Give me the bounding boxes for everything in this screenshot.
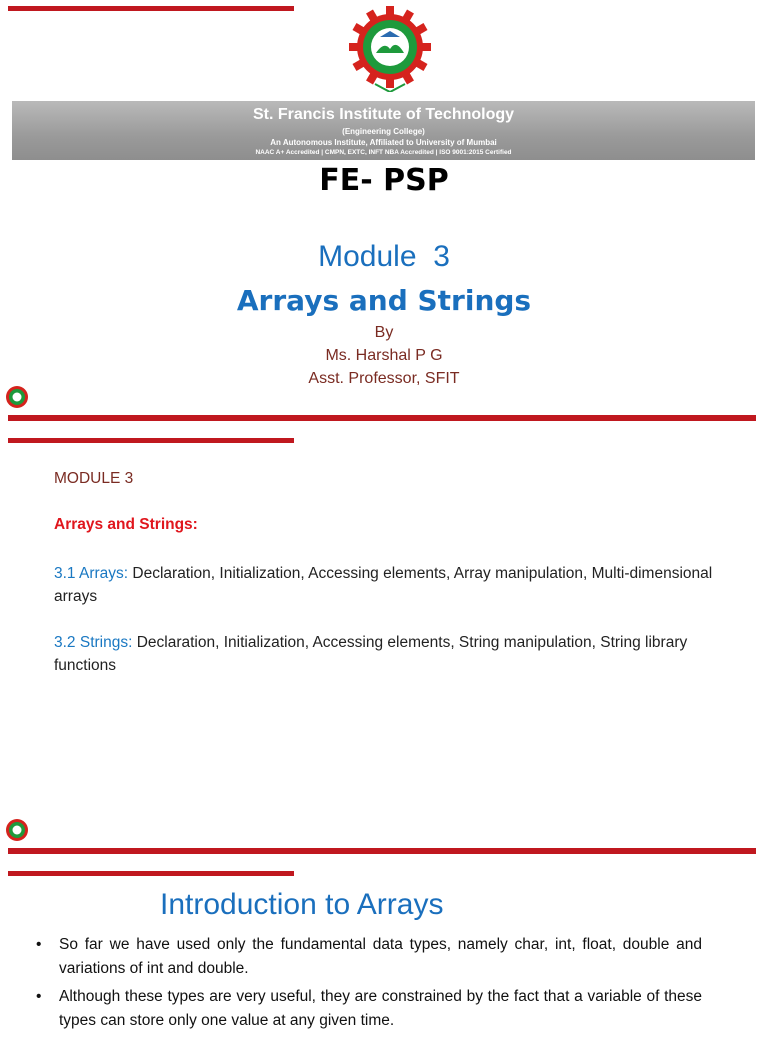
syllabus-item-label: 3.2 Strings: xyxy=(54,634,133,651)
author-role: Asst. Professor, SFIT xyxy=(308,370,460,387)
institute-subtitle-1: (Engineering College) xyxy=(342,127,425,136)
slide1-bottom-line xyxy=(8,415,756,421)
syllabus-item xyxy=(54,631,714,677)
list-item xyxy=(36,933,702,981)
bullet-text: Although these types are very useful, they are constrained by the fact that a variable of these types can store only one value at any given time. xyxy=(59,988,702,1029)
slide2-top-line xyxy=(8,438,294,443)
small-logo-icon xyxy=(4,384,30,410)
small-logo-icon xyxy=(4,817,30,843)
bullet-list xyxy=(36,933,702,1037)
course-title: FE- PSP xyxy=(319,163,449,198)
institute-banner xyxy=(12,101,755,160)
syllabus-item-text: Declaration, Initialization, Accessing elements, String manipulation, String library functions xyxy=(54,634,688,674)
institute-subtitle-3: NAAC A+ Accredited | CMPN, EXTC, INFT NBA Accredited | ISO 9001:2015 Certified xyxy=(255,149,512,156)
syllabus-item-label: 3.1 Arrays: xyxy=(54,565,129,582)
slide-title: Introduction to Arrays xyxy=(160,888,444,921)
module-heading: MODULE 3 xyxy=(54,470,134,487)
slide2-bottom-line xyxy=(8,848,756,854)
topic-title: Arrays and Strings xyxy=(236,284,532,317)
college-logo-icon xyxy=(345,6,435,92)
module-title: Module 3 xyxy=(318,240,450,273)
bullet-icon: • xyxy=(36,936,42,953)
syllabus-item xyxy=(54,562,714,608)
list-item xyxy=(36,985,702,1033)
syllabus-item-text: Declaration, Initialization, Accessing elements, Array manipulation, Multi-dimensional arrays xyxy=(54,565,713,605)
slide3-top-line xyxy=(8,871,294,876)
by-label: By xyxy=(374,324,394,341)
bullet-text: So far we have used only the fundamental data types, namely char, int, float, double and variations of int and double. xyxy=(59,936,702,977)
module-subheading: Arrays and Strings: xyxy=(54,516,198,533)
institute-subtitle-2: An Autonomous Institute, Affiliated to University of Mumbai xyxy=(270,138,497,147)
top-accent-line xyxy=(8,6,294,11)
institute-name: St. Francis Institute of Technology xyxy=(252,106,515,123)
author-name: Ms. Harshal P G xyxy=(325,347,443,364)
bullet-icon: • xyxy=(36,988,42,1005)
